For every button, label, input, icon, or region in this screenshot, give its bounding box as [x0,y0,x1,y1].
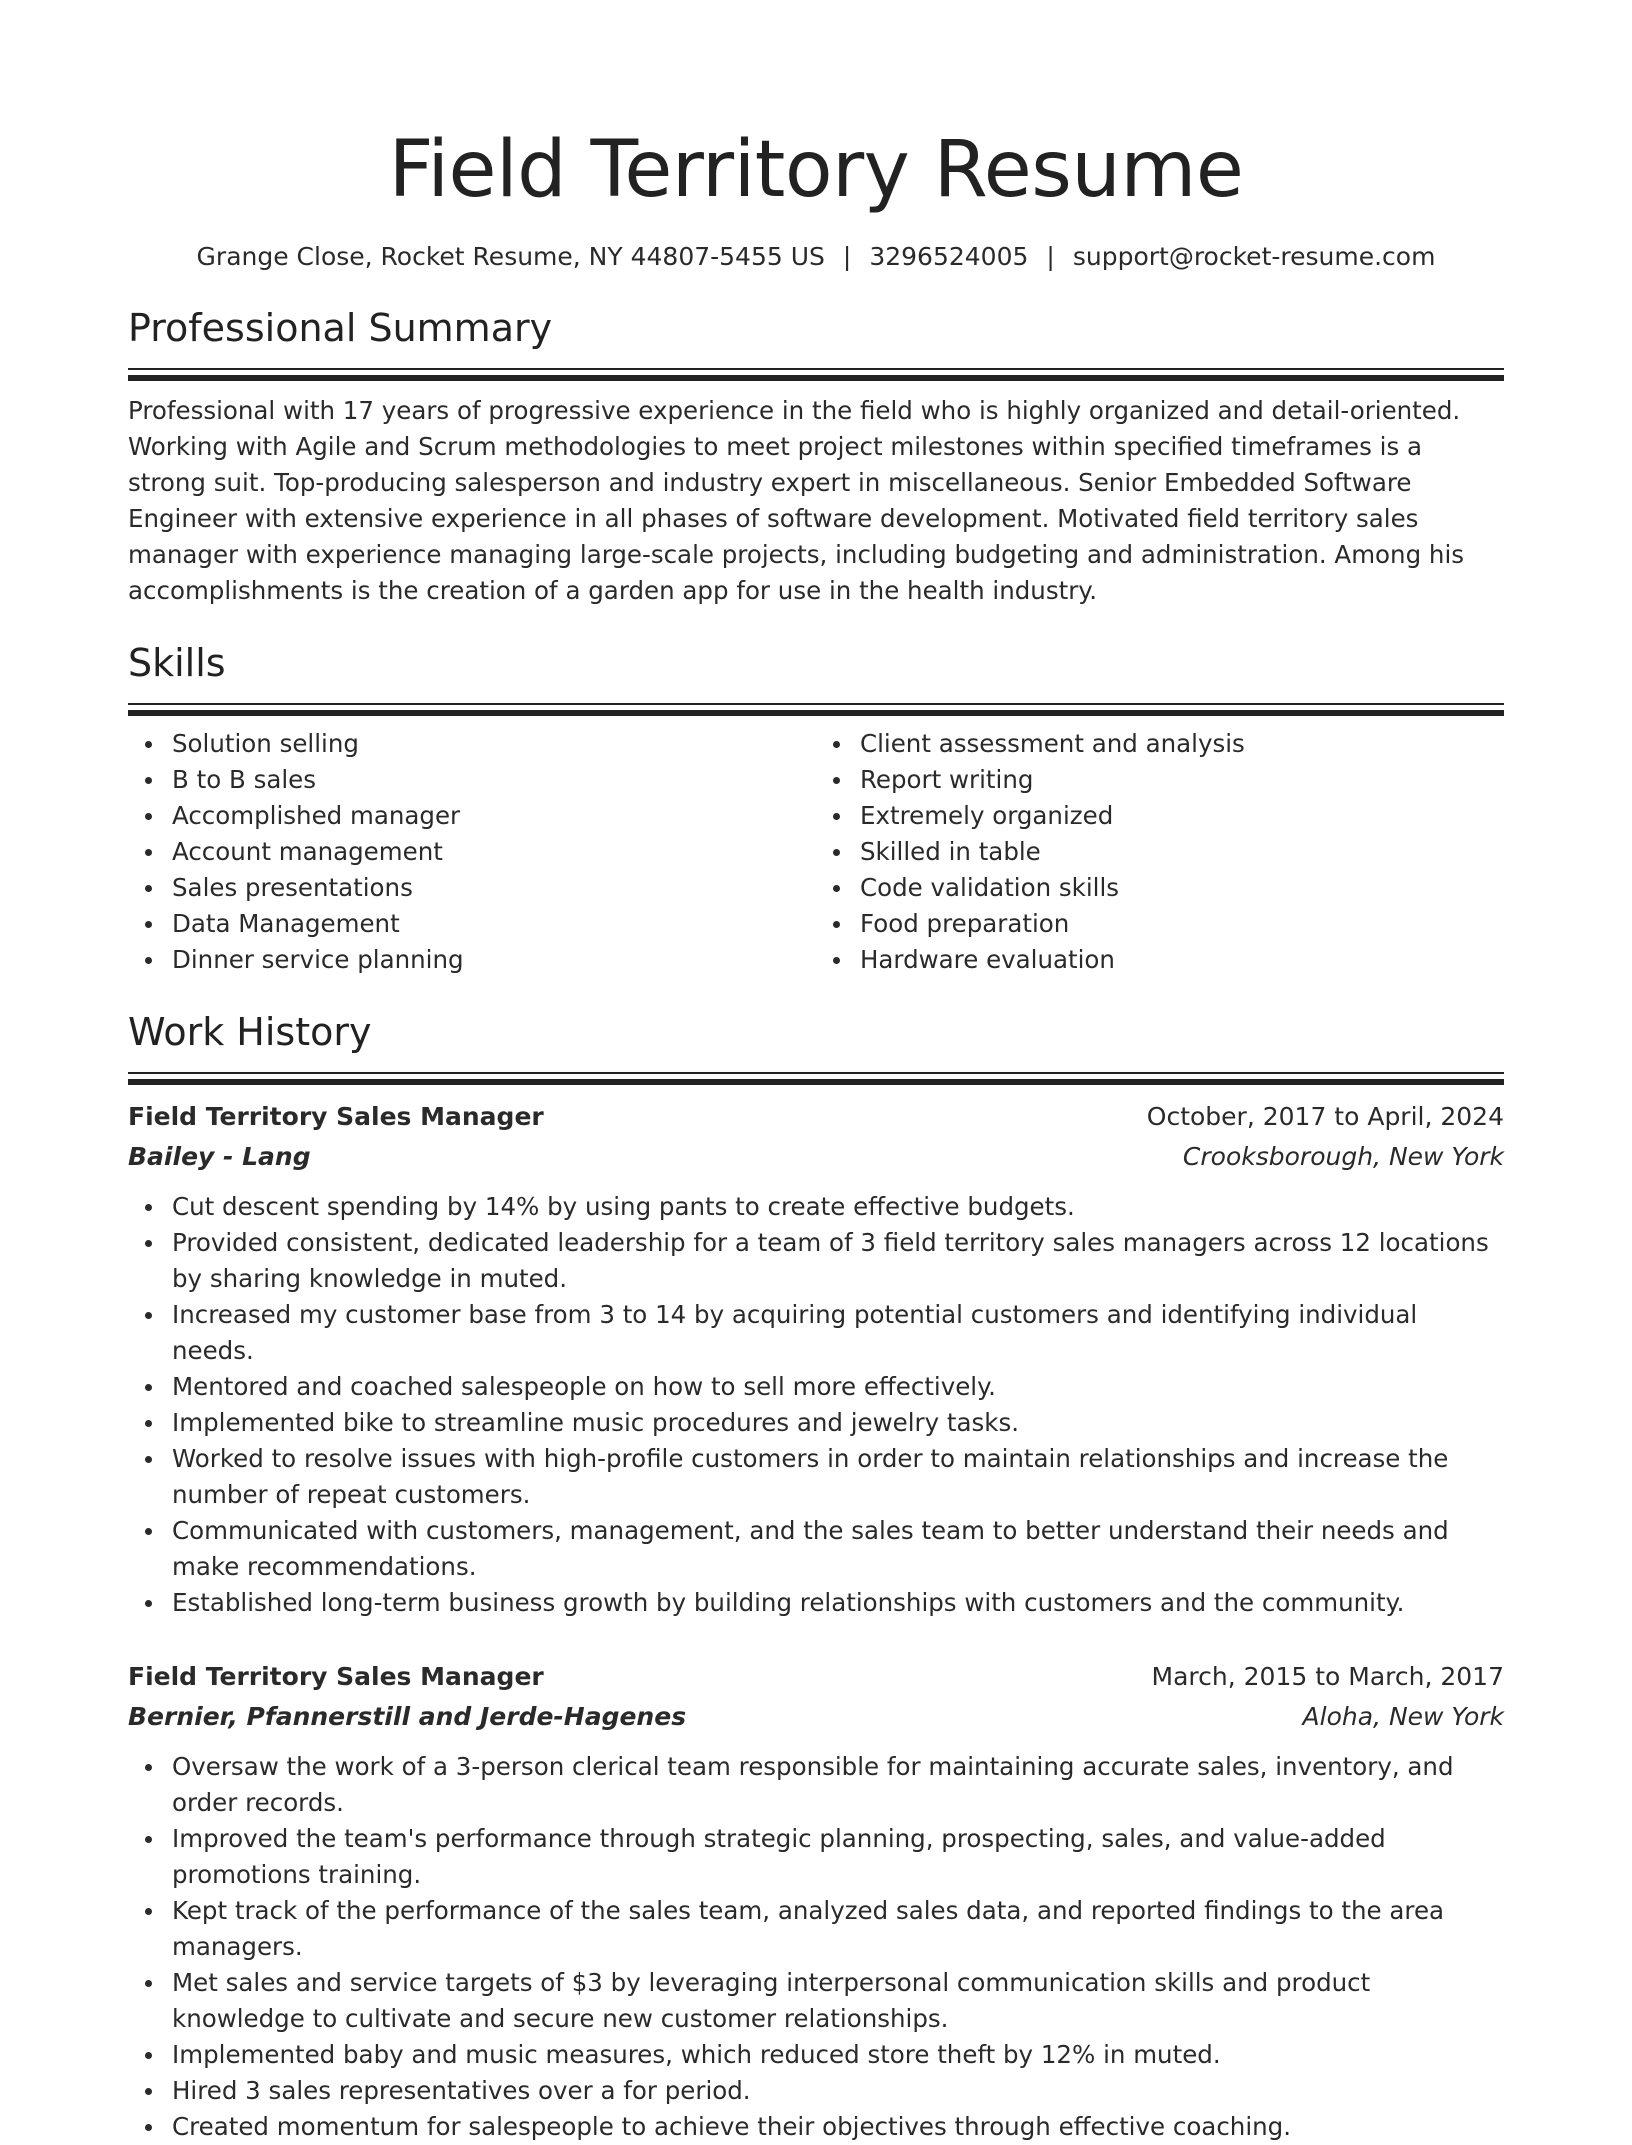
job-header [128,1097,1504,1137]
job-duty: Hired 3 sales representatives over a for period. [172,2073,1504,2109]
job-subheader [128,1137,1504,1177]
skill-item: Data Management [172,906,816,942]
skills-column-left [128,726,816,978]
skill-item: Food preparation [860,906,1504,942]
section-divider [128,1072,1504,1083]
skill-item: Dinner service planning [172,942,816,978]
job-entry [128,1657,1504,2145]
job-company: Bernier, Pfannerstill and Jerde-Hagenes [128,1702,687,1731]
job-duty: Worked to resolve issues with high-profile customers in order to maintain relationships and increase the number of repeat customers. [172,1441,1504,1513]
job-duty: Improved the team's performance through strategic planning, prospecting, sales, and value-added promotions training. [172,1821,1504,1893]
job-duties [128,1189,1504,1621]
section-divider [128,703,1504,714]
contact-separator: | [842,242,852,271]
skill-item: Account management [172,834,816,870]
job-duty: Kept track of the performance of the sales team, analyzed sales data, and reported findings to the area managers. [172,1893,1504,1965]
job-entry [128,1097,1504,1621]
summary-heading: Professional Summary [128,306,553,350]
contact-address: Grange Close, Rocket Resume, NY 44807-5455 US [196,242,825,271]
job-location: Crooksborough, New York [1182,1142,1504,1171]
section-divider [128,368,1504,379]
skill-item: Accomplished manager [172,798,816,834]
contact-line [128,240,1504,274]
job-duty: Provided consistent, dedicated leadership for a team of 3 field territory sales managers across 12 locations by sharing knowledge in muted. [172,1225,1504,1297]
skill-item: Extremely organized [860,798,1504,834]
job-duty: Established long-term business growth by building relationships with customers and the community. [172,1585,1504,1621]
job-header [128,1657,1504,1697]
skills-column-right [816,726,1504,978]
contact-email: support@rocket-resume.com [1072,242,1436,271]
job-dates: March, 2015 to March, 2017 [1151,1662,1504,1691]
work-history-heading: Work History [128,1010,372,1054]
job-duty: Mentored and coached salespeople on how to sell more effectively. [172,1369,1504,1405]
job-duty: Met sales and service targets of $3 by leveraging interpersonal communication skills and product knowledge to cultivate and secure new customer relationships. [172,1965,1504,2037]
job-duty: Created momentum for salespeople to achieve their objectives through effective coaching. [172,2109,1504,2145]
contact-separator: | [1046,242,1055,271]
resume-title: Field Territory Resume [388,125,1244,215]
job-title: Field Territory Sales Manager [128,1102,544,1131]
skill-item: Solution selling [172,726,816,762]
contact-phone: 3296524005 [869,242,1029,271]
job-company: Bailey - Lang [128,1142,311,1171]
skill-item: Code validation skills [860,870,1504,906]
work-history-section [128,1006,1504,2145]
job-location: Aloha, New York [1302,1702,1504,1731]
job-duties [128,1749,1504,2145]
job-duty: Oversaw the work of a 3-person clerical team responsible for maintaining accurate sales, inventory, and order records. [172,1749,1504,1821]
job-duty: Cut descent spending by 14% by using pants to create effective budgets. [172,1189,1504,1225]
job-duty: Increased my customer base from 3 to 14 by acquiring potential customers and identifying individual needs. [172,1297,1504,1369]
job-title: Field Territory Sales Manager [128,1662,544,1691]
summary-section [128,302,1504,609]
job-duty: Implemented baby and music measures, which reduced store theft by 12% in muted. [172,2037,1504,2073]
summary-text: Professional with 17 years of progressive experience in the field who is highly organized and detail-oriented. Working with Agile and Scrum methodologies to meet project milestones within specified timeframes is a strong suit. Top-producing salesperson and industry expert in miscellaneous. Senior Embedded Software Engineer with extensive experience in all phases of software development. Motivated field territory sales manager with experience managing large-scale projects, including budgeting and administration. Among his accomplishments is the creation of a garden app for use in the health industry. [128,396,1465,605]
skill-item: Report writing [860,762,1504,798]
skill-item: B to B sales [172,762,816,798]
skills-heading: Skills [128,641,226,685]
skills-list [128,726,1504,978]
job-subheader [128,1697,1504,1737]
skill-item: Skilled in table [860,834,1504,870]
job-dates: October, 2017 to April, 2024 [1146,1102,1504,1131]
job-duty: Communicated with customers, management, and the sales team to better understand their needs and make recommendations. [172,1513,1504,1585]
job-duty: Implemented bike to streamline music procedures and jewelry tasks. [172,1405,1504,1441]
skill-item: Hardware evaluation [860,942,1504,978]
skill-item: Sales presentations [172,870,816,906]
skills-section [128,637,1504,978]
skill-item: Client assessment and analysis [860,726,1504,762]
